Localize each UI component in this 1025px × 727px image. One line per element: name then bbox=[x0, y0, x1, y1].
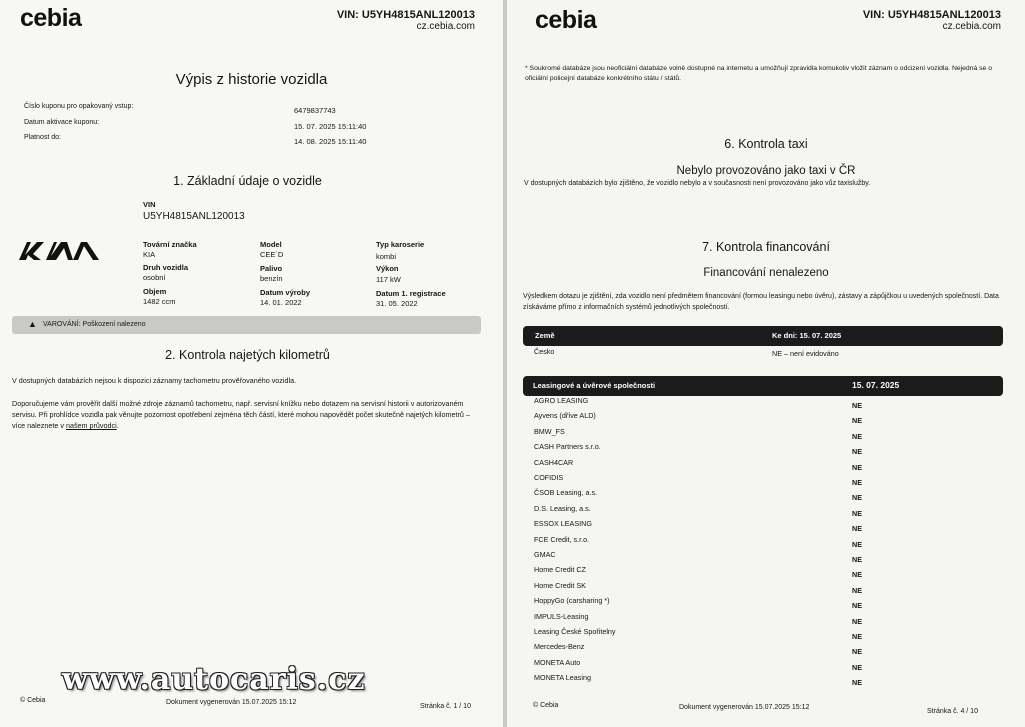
recommendation-text: Doporučujeme vám prověřit další možné zdroje záznamů tachometru, např. servisní knížku nebo dotazem na servisní historii v autorizovaném servisu. Při prohlídce vozidla pak věnujte pozornost opotřebení zejména těch částí, které mohou napovědět počet skutečně najetých kilometrů – více naleznete v bbox=[12, 399, 470, 430]
coupon-label: Číslo kuponu pro opakovaný vstup: bbox=[24, 103, 134, 110]
section-7-title: 7. Kontrola financování bbox=[702, 240, 830, 254]
spec-label: Druh vozidla bbox=[143, 263, 189, 272]
company-status: NE bbox=[852, 478, 862, 487]
company-name: Home Credit CZ bbox=[534, 565, 586, 575]
header-website: cz.cebia.com bbox=[416, 21, 475, 32]
coupon-label: Platnost do: bbox=[24, 134, 61, 141]
companies-col-header: Leasingové a úvěrové společnosti bbox=[533, 381, 656, 390]
section-1-title: 1. Základní údaje o vozidle bbox=[173, 174, 322, 188]
footer-copyright: © Cebia bbox=[533, 702, 559, 709]
kia-logo-text: KIA bbox=[17, 238, 19, 239]
coupon-value: 14. 08. 2025 15:11:40 bbox=[294, 137, 367, 146]
spec-value: kombi bbox=[376, 252, 397, 261]
finance-text: Výsledkem dotazu je zjištění, zda vozidlo není předmětem financování (formou leasingu nebo úvěru), zástavy a zápůjčkou u uvedených společností. Data získáváme přímo z informačních systémů jednotlivých společností. bbox=[523, 293, 999, 311]
private-db-note: * Soukromé databáze jsou neoficiální databáze volně dostupné na internetu a umožňují zpravidla komukoliv vložit záznam o odcizení vozidla. Nejedná se o oficiální policejní databáze konkrétního státu / států. bbox=[525, 65, 992, 82]
country-col-header: Země bbox=[535, 331, 555, 340]
taxi-text: V dostupných databázích bylo zjištěno, že vozidlo nebylo a v současnosti není provozováno jako vůz taxislužby. bbox=[524, 180, 871, 187]
spec-value: 117 kW bbox=[376, 275, 401, 284]
odometer-paragraph: V dostupných databázích nejsou k dispozici záznamy tachometru prověřovaného vozidla. bbox=[12, 376, 297, 385]
company-name: ESSOX LEASING bbox=[534, 519, 592, 529]
page-title: Výpis z historie vozidla bbox=[175, 71, 328, 88]
company-name: IMPULS-Leasing bbox=[534, 611, 589, 621]
company-name: Ayvens (dříve ALD) bbox=[534, 411, 596, 421]
country-value: NE – není evidováno bbox=[772, 349, 839, 358]
cebia-logo: cebia bbox=[20, 4, 82, 32]
company-status: NE bbox=[852, 601, 862, 611]
vin-value: U5YH4815ANL120013 bbox=[143, 211, 245, 222]
company-name: CASH Partners s.r.o. bbox=[534, 442, 601, 452]
spec-label: Palivo bbox=[260, 264, 283, 273]
company-name: Mercedes-Benz bbox=[534, 642, 585, 652]
company-status: NE bbox=[852, 447, 862, 457]
recommendation-end: . bbox=[116, 421, 119, 430]
spec-value: 31. 05. 2022 bbox=[376, 299, 418, 308]
odometer-recommendation bbox=[12, 398, 484, 431]
header-vin: VIN: U5YH4815ANL120013 bbox=[862, 9, 1001, 21]
company-name: AGRO LEASING bbox=[534, 396, 589, 405]
company-name: ČSOB Leasing, a.s. bbox=[534, 488, 598, 498]
coupon-value: 6479837743 bbox=[294, 106, 336, 115]
companies-table-header bbox=[523, 376, 1003, 396]
company-name: CASH4CAR bbox=[534, 457, 574, 467]
companies-date-header: 15. 07. 2025 bbox=[852, 380, 900, 390]
company-status: NE bbox=[852, 632, 862, 641]
spec-value: osobní bbox=[143, 273, 166, 282]
company-name: Home Credit SK bbox=[534, 580, 586, 590]
spec-value: KIA bbox=[143, 250, 156, 259]
company-status: NE bbox=[852, 401, 862, 410]
footer-page-number: Stránka č. 1 / 10 bbox=[420, 703, 471, 710]
company-status: NE bbox=[852, 555, 862, 564]
spec-label: Model bbox=[260, 240, 282, 249]
header-website: cz.cebia.com bbox=[942, 21, 1001, 32]
spec-label: Typ karoserie bbox=[376, 240, 425, 249]
company-status: NE bbox=[852, 662, 862, 672]
coupon-value: 15. 07. 2025 15:11:40 bbox=[294, 122, 367, 131]
company-name: MONETA Leasing bbox=[534, 673, 591, 683]
warning-text: VAROVÁNÍ: Poškození nalezeno bbox=[43, 321, 146, 328]
company-status: NE bbox=[852, 416, 862, 426]
company-status: NE bbox=[852, 539, 862, 549]
company-status: NE bbox=[852, 462, 862, 472]
finance-result: Financování nenalezeno bbox=[703, 267, 829, 279]
company-status: NE bbox=[852, 431, 862, 441]
country-name: Česko bbox=[534, 347, 555, 356]
warning-banner bbox=[12, 316, 481, 334]
footer-generated: Dokument vygenerován 15.07.2025 15:12 bbox=[166, 699, 297, 706]
company-name: GMAC bbox=[534, 550, 556, 559]
footer-generated: Dokument vygenerován 15.07.2025 15:12 bbox=[679, 704, 810, 711]
vin-title: VIN bbox=[143, 200, 156, 209]
section-6-title: 6. Kontrola taxi bbox=[724, 137, 808, 151]
taxi-result: Nebylo provozováno jako taxi v ČR bbox=[676, 165, 856, 177]
kia-logo-icon bbox=[17, 238, 101, 264]
spec-value: benzín bbox=[260, 274, 283, 283]
header-vin: VIN: U5YH4815ANL120013 bbox=[336, 9, 475, 21]
watermark-text: www.autocaris.cz bbox=[62, 662, 366, 697]
company-name: Leasing České Spořitelny bbox=[534, 627, 616, 636]
spec-value: 14. 01. 2022 bbox=[260, 298, 302, 307]
section-2-title: 2. Kontrola najetých kilometrů bbox=[165, 348, 330, 362]
footer-page-number: Stránka č. 4 / 10 bbox=[927, 708, 978, 715]
company-name: BMW_FS bbox=[534, 426, 565, 436]
company-name: COFIDIS bbox=[534, 473, 564, 482]
company-name: FCE Credit, s.r.o. bbox=[534, 534, 590, 544]
country-table-header bbox=[523, 326, 1003, 346]
company-name: MONETA Auto bbox=[534, 657, 581, 667]
company-status: NE bbox=[852, 570, 862, 580]
spec-label: Objem bbox=[143, 287, 167, 296]
spec-value: CEE´D bbox=[260, 250, 284, 259]
cebia-logo: cebia bbox=[535, 6, 597, 34]
company-status: NE bbox=[852, 616, 862, 626]
guide-link[interactable]: našem průvodci bbox=[65, 421, 117, 430]
spec-label: Datum výroby bbox=[260, 288, 311, 297]
company-name: HoppyGo (carsharing *) bbox=[534, 596, 610, 606]
company-status: NE bbox=[852, 524, 862, 534]
coupon-label: Datum aktivace kuponu: bbox=[24, 119, 100, 126]
spec-label: Datum 1. registrace bbox=[376, 289, 446, 298]
warning-icon: ▲ bbox=[28, 319, 37, 329]
date-col-header: Ke dni: 15. 07. 2025 bbox=[772, 331, 842, 340]
company-status: NE bbox=[852, 678, 862, 688]
report-page-1 bbox=[0, 0, 503, 727]
company-name: D.S. Leasing, a.s. bbox=[534, 503, 591, 513]
company-status: NE bbox=[852, 647, 862, 657]
spec-value: 1482 ccm bbox=[143, 297, 176, 306]
footer-copyright: © Cebia bbox=[20, 697, 46, 704]
spec-label: Výkon bbox=[376, 264, 399, 273]
company-status: NE bbox=[852, 508, 862, 518]
company-status: NE bbox=[852, 585, 862, 595]
spec-label: Tovární značka bbox=[143, 240, 197, 249]
company-status: NE bbox=[852, 493, 862, 503]
